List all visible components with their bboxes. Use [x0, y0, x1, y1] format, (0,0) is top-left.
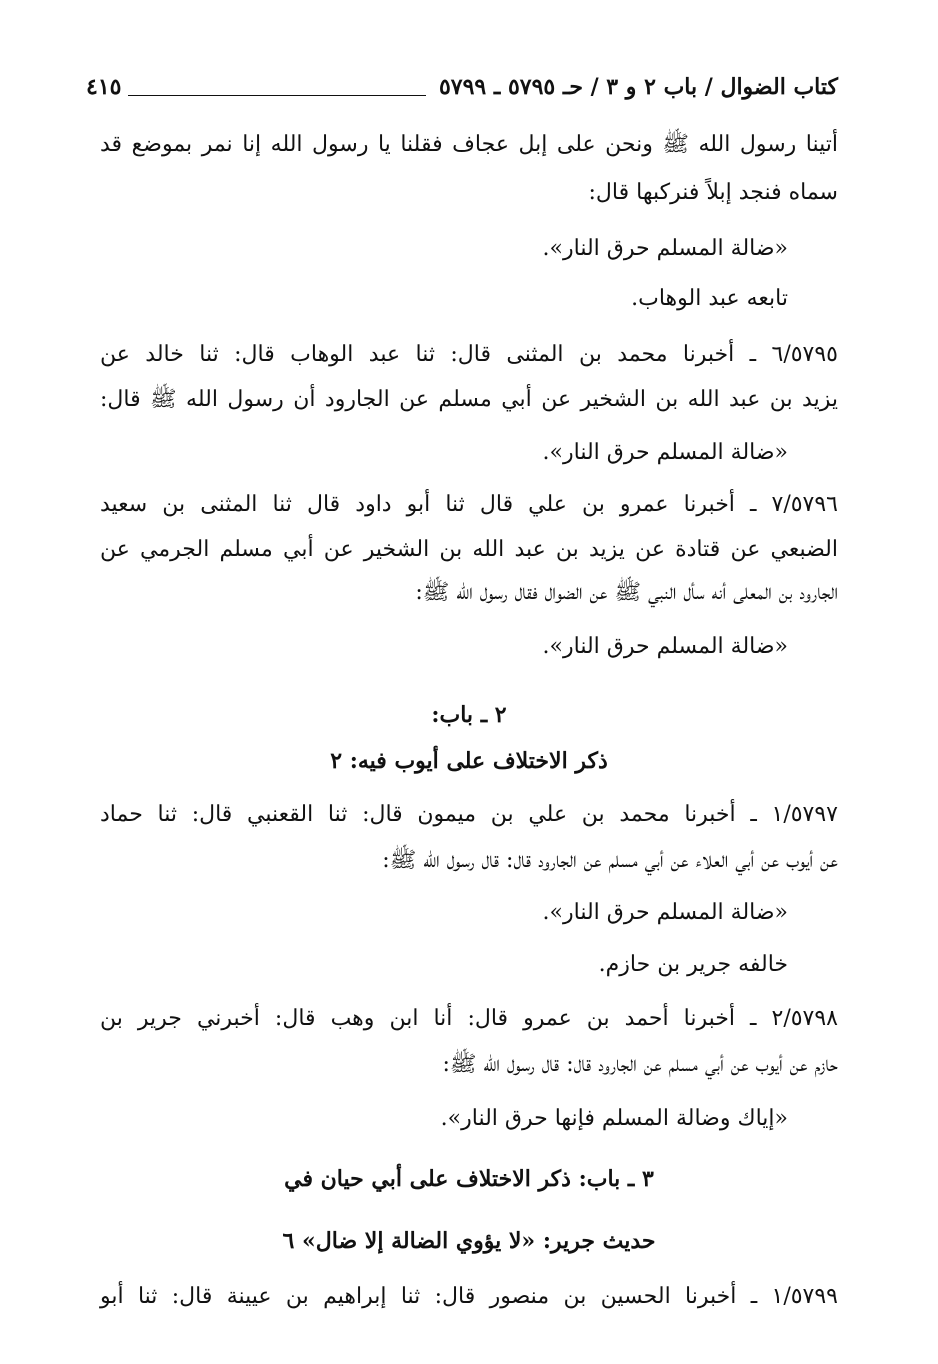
text-line: خالفه جرير بن حازم.: [598, 952, 788, 977]
text-line: عن أيوب عن أبي العلاء عن أبي مسلم عن الجارود قال: قال رسول الله ﷺ:: [382, 848, 838, 873]
hadith-quote: «ضالة المسلم حرق النار».: [542, 634, 788, 659]
header-rule: [128, 95, 426, 96]
hadith-entry-5798: ٢/٥٧٩٨ ـ أخبرنا أحمد بن عمرو قال: أنا ابن وهب قال: أخبرني جرير بن: [100, 1006, 838, 1031]
hadith-entry-5797: ١/٥٧٩٧ ـ أخبرنا محمد بن علي بن ميمون قال: ثنا القعنبي قال: ثنا حماد: [100, 802, 838, 827]
chapter-heading: ٢ ـ باب:: [431, 702, 507, 728]
hadith-entry-5799: ١/٥٧٩٩ ـ أخبرنا الحسين بن منصور قال: ثنا إبراهيم بن عيينة قال: ثنا أبو: [100, 1284, 838, 1309]
text-line: أتينا رسول الله ﷺ ونحن على إبل عجاف فقلنا يا رسول الله إنا نمر بموضع قد: [100, 132, 838, 157]
text-line: سماه فنجد إبلاً فنركبها قال:: [588, 180, 838, 205]
text-line: تابعه عبد الوهاب.: [631, 286, 788, 311]
chapter-subheading: ذكر الاختلاف على أيوب فيه: ٢: [330, 748, 608, 774]
chapter-heading: ٣ ـ باب: ذكر الاختلاف على أبي حيان في: [284, 1166, 654, 1192]
hadith-entry-5796: ٧/٥٧٩٦ ـ أخبرنا عمرو بن علي قال ثنا أبو داود قال ثنا المثنى بن سعيد: [100, 492, 838, 517]
text-line: الجارود بن المعلى أنه سأل النبي ﷺ عن الضوال فقال رسول الله ﷺ:: [415, 580, 838, 605]
hadith-quote: «ضالة المسلم حرق النار».: [542, 236, 788, 261]
page-number: ٤١٥: [86, 74, 122, 100]
hadith-quote: «ضالة المسلم حرق النار».: [542, 440, 788, 465]
hadith-quote: «إياك وضالة المسلم فإنها حرق النار».: [440, 1106, 788, 1131]
text-line: حازم عن أيوب عن أبي مسلم عن الجارود قال: قال رسول الله ﷺ:: [442, 1052, 838, 1077]
hadith-quote: «ضالة المسلم حرق النار».: [542, 900, 788, 925]
text-line: الضبعي عن قتادة عن يزيد بن عبد الله بن الشخير عن أبي مسلم الجرمي عن: [100, 537, 838, 562]
running-header-title: كتاب الضوال / باب ٢ و ٣ / حـ ٥٧٩٥ ـ ٥٧٩٩: [438, 74, 838, 100]
text-line: يزيد بن عبد الله بن الشخير عن أبي مسلم عن الجارود أن رسول الله ﷺ قال:: [100, 387, 838, 412]
hadith-entry-5795: ٦/٥٧٩٥ ـ أخبرنا محمد بن المثنى قال: ثنا عبد الوهاب قال: ثنا خالد عن: [100, 342, 838, 367]
chapter-subheading: حديث جرير: «لا يؤوي الضالة إلا ضال» ٦: [282, 1228, 656, 1254]
